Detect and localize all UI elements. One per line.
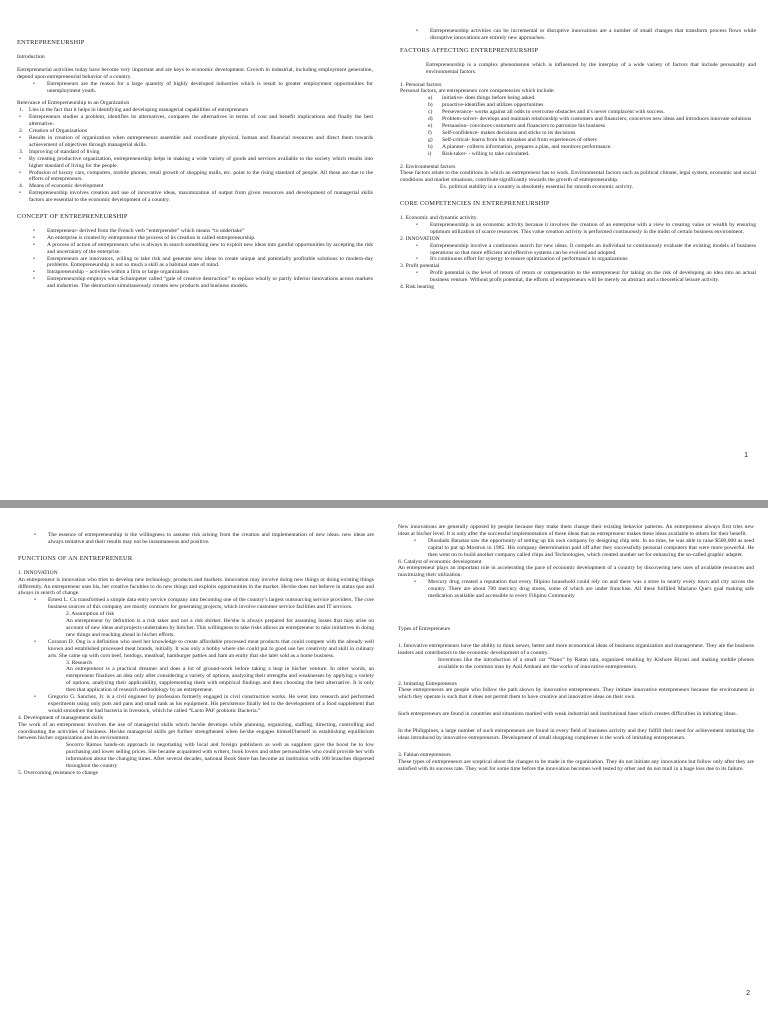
list-item-text: Entrepreneurship involves creation and use of innovative ideas, maximization of output from given resources and development of managerial skills factors are essential to the economic development of a country. xyxy=(29,190,373,204)
list-item-text: Results in creation of organization when entrepreneurs assemble and coordinate physical, human and financial resources and direct them towards achievement of objectives through managerial skills. xyxy=(29,134,373,148)
core-3-bullet: • Profit potential is the level of return of return or compensation to the entrepreneur for taking on the risk of developing an idea into an actual business venture. Without profit potential, the efforts of entrepreneurs will be merely an abstract and a theoretical leisure activity. xyxy=(400,270,756,284)
page-number: 1 xyxy=(744,452,748,459)
concept-bullet: • Entrepreneurship employs what Schumpeter called “gale of creative destruction” to replace wholly or partly inferior innovations across markets and industries. The destruction simultaneously creates new products and business models. xyxy=(17,276,373,290)
factors-intro: Entrepreneurship is a complex phenomenon which is influenced by the interplay of a wide variety of factors that include personality and environmental factors. xyxy=(426,61,756,75)
type-2-text-c: In the Philippines, a large number of such entrepreneurs are found in every field of business activity and they fulfill their need for achievement imitating the ideas introduced by innovative entrepreneurs. Development of small shopping complexes is the work of imitating entrepreneurs. xyxy=(398,728,754,742)
function-4-example: Socorro Ramos hands-on approach in negotiating with local and foreign publishers as well as suppliers gave the boost he to low purchasing and lower selling prices. She became acquainted with writers, book lovers and other personalities who could provide her with information about the changing times. After several decades, national Book Store has become an institution with 108 branches dispersed throughout the country xyxy=(66,742,374,770)
list-marker: • xyxy=(19,169,21,176)
types-heading: Types of Entrepreneurs xyxy=(398,625,451,632)
relevance-item xyxy=(17,128,373,135)
page-separator xyxy=(0,500,768,508)
intro-bullet: • Entrepreneurs are the reason for a large quantity of highly developed industries which is result to greater employment opportunities for unemployment youth. xyxy=(17,81,373,95)
type-3-heading: 3. Fabian entrepreneurs xyxy=(398,751,451,758)
personal-factor-item xyxy=(400,102,756,109)
risk-bullet: • The essence of entrepreneurship is the willingness to assume risk arising from the creation and implementation of new ideas. new ideas are always tentative and their results may not be instantaneous and positive. xyxy=(18,532,374,546)
list-item-text: Means of economic development xyxy=(29,183,104,190)
document-page-2 xyxy=(0,508,768,1008)
personal-factors-intro: Personal factors, are entrepreneurs core competencies which include: xyxy=(400,88,555,95)
resistance-text: New innovations are generally opposed by people because they make them change their existing behavior patterns. An entrepreneur always first tries new ideas at his/her level. It is only after the successful implementation of these ideas that an entrepreneur makes these ideas available to others for their benefit. xyxy=(398,524,754,537)
relevance-item xyxy=(17,170,373,184)
core-2-bullet: • It's continuous effort for synergy to ensure optimization of performance in organizations xyxy=(400,256,756,263)
relevance-heading: Relevance of Entrepreneurship to an Organization xyxy=(17,100,130,107)
page1-left-column xyxy=(17,40,373,494)
core-3-heading: 3. Profit potential xyxy=(400,263,440,270)
personal-factor-item xyxy=(400,151,756,158)
list-item-text: Self-critical- learns from his mistakes and from experiences of others xyxy=(442,136,597,143)
intro-heading: Introduction xyxy=(17,53,45,60)
personal-factor-item xyxy=(400,123,756,130)
list-item-text: Risk-taker- - willing to take calculated. xyxy=(442,150,530,157)
core-2-bullet-list xyxy=(400,243,756,264)
list-marker: 1. xyxy=(19,107,24,114)
function-5-heading: 5. Overcoming resistance to change xyxy=(18,770,98,776)
list-item-text: Creation of Organizations xyxy=(29,128,87,135)
personal-factors-list xyxy=(400,95,756,157)
intro-bullet-list xyxy=(17,81,373,95)
core-competencies-heading: CORE COMPETENCIES IN ENTREPRENEURSHIP xyxy=(400,200,550,208)
type-1-text: have the ability to think newer, better and more economical ideas of business organization and management. They are the business leaders and contributors to the economic development of a country. xyxy=(398,642,754,656)
list-marker: i) xyxy=(428,150,432,157)
type-1-heading: 1. Innovative entrepreneurs xyxy=(398,642,460,649)
risk-bullet-list xyxy=(18,532,374,546)
resistance-bullet-list xyxy=(398,538,754,559)
function-6-bullet: • Mercury drug created a reputation that every filipino household could rely on and there was a store in nearly every town and city across the country. There are about 700 mercury drug stores, some of which are under franchise. All these fulfilled Mariano Que's goal making safe medication available and accessible to every Filipino Community xyxy=(398,579,754,600)
concept-bullet: • An enterprise is created by entrepreneur the process of its creation is called entrepreneurship. xyxy=(17,235,373,242)
concept-heading: CONCEPT OF ENTREPRENEURSHIP xyxy=(17,213,128,221)
list-marker: d) xyxy=(428,116,433,123)
function-2-text: An entrepreneur by definition is a risk taker and not a risk shirker. He/she is always prepared for assuming losses that may arise on account of new ideas and projects undertaken by him/her. This willingness to take risks allows an entrepreneur to take initiatives in doing new things and reaching ahead in his/her efforts. xyxy=(66,618,374,638)
environmental-factors-heading: 2. Environmental factors xyxy=(400,163,456,170)
list-item-text: Entrepreneurs studies a problem, identifies its alternatives, compares the alternatives in terms of cost and benefit implications and finally the best alternative. xyxy=(29,114,373,128)
relevance-list xyxy=(17,107,373,204)
page2-right-column xyxy=(398,524,754,994)
function-2-bullet: • Corazon D. Ong is a definition who used her knowledge to create affordable processed meat products that could compete with the already well known and established processed meat brands, initially. It was only a hobby where she could put to good use her creativity and skill in culinary arts. She came up with corn beef, hotdogs, meatloaf, hamburger patties and ham an entity that she later sold as a home business. xyxy=(18,639,374,660)
personal-factor-item xyxy=(400,144,756,151)
personal-factor-item xyxy=(400,130,756,137)
core-2-heading: 2. INNOVATION xyxy=(400,235,440,242)
relevance-item xyxy=(17,156,373,170)
list-marker: g) xyxy=(428,136,433,143)
function-1-text: An entrepreneur is innovation who tries to develop new technology, products and markets. innovation may involve doing new things or doing existing things differently. An entrepreneur uses his, her creative faculties to do new things and exploits opportunities in the market. He/she does not believe in status quo and always in search of change. xyxy=(18,576,374,597)
factors-heading: FACTORS AFFECTING ENTREPRENEURSHIP xyxy=(400,46,539,54)
environmental-factors-text: These factors relate to the conditions in which an entrepreneur has to work. Environmental factors such as political climate, legal system, economic and social conditions and market situations, contribute significantly towards the growth of entrepreneurship. xyxy=(400,170,756,184)
function-4-heading: 4. Development of management skills xyxy=(18,714,103,721)
core-1-bullet-list xyxy=(400,222,756,236)
personal-factor-item xyxy=(400,137,756,144)
intro-paragraph: Entrepreneurial activities today have become very important and are keys to economic development. Growth in industrial, including employment generation, depend upon entrepreneurial behavior of a country. xyxy=(17,66,373,80)
function-3-bullet: • Gregorio G. Sanchez, Jr. is a civil engineer by profession formerly engaged in civil construction works. He went into research and performed experiments using only pots and pans and small tank as his equipment. His persistence finally led to the development of a food supplement that would smoothen the bad bacteria in livestock, which he called “Lacto PAF probiotic Bacteria.” xyxy=(18,694,374,715)
page2-left-column xyxy=(18,532,374,1002)
list-item-text: Self-confidence- makes decisions and sticks to its decisions xyxy=(442,129,576,136)
list-marker: 3. xyxy=(19,148,24,155)
relevance-item xyxy=(17,135,373,149)
list-marker: • xyxy=(19,134,21,141)
concept-bullet: • Entrepreneurs are innovators, willing to take risk and generate new ideas to create unique and potentially profitable solutions to modern-day problems. Entrepreneurship is not so much a skill as a habitual state of mind. xyxy=(17,256,373,270)
list-item-text: proactive-identifies and utilizes opportunities xyxy=(442,102,544,109)
list-item-text: initiative- does things before being asked. xyxy=(442,95,536,102)
personal-factor-item xyxy=(400,116,756,123)
core-2-bullet: • Entrepreneurship involve a continuous search for new ideas. It compels an individual to continuously evaluate the existing models of business operations so that more efficient and effective systems can be evolved and adopted. xyxy=(400,243,756,257)
type-1-paragraph xyxy=(398,643,754,657)
concept-bullet-list xyxy=(17,228,373,290)
document-page-1 xyxy=(0,0,768,500)
list-marker: 4. xyxy=(19,183,24,190)
function-2-heading: 2. Assumption of risk xyxy=(66,611,115,618)
function-3-bullet-list xyxy=(18,694,374,715)
function-6-bullet-list xyxy=(398,579,754,600)
type-1-example: Inventions like the introduction of a small car “Nano” by Ratan tata, organized retailing by Kishore Biyani and making mobile phones available to the common man by Anil Ambani are the works of innovative entrepreneurs. xyxy=(438,656,754,670)
list-item-text: Perseverance- works against all odds to overcome obstacles and it's never complacent with success. xyxy=(442,109,665,116)
list-item-text: By creating productive organization, entrepreneurship helps in making a wide variety of goods and services available to the society which results into higher standard of living for the people. xyxy=(29,155,373,169)
core-4-heading: 4. Risk bearing xyxy=(400,284,435,291)
list-marker: • xyxy=(19,155,21,162)
list-item-text: Profusion of luxury cars, computers, mobile phones, retail growth of shopping malls, etc. point to the rising standard of people. All these are due to the efforts of entrepreneurs. xyxy=(29,169,373,183)
concept-bullet: • A process of action of entrepreneurs who is always in search something new to exploit new ideas into gainful opportunities by accepting the risk and uncertainty of the enterprise. xyxy=(17,242,373,256)
type-2-heading: 2. Imitating Entrepreneurs xyxy=(398,680,457,687)
function-2-bullet-list xyxy=(18,639,374,660)
list-item-text: Problem-solver- develops and maintain relationship with customers and financiers; conceives new ideas and introduces innovate solutions xyxy=(442,116,752,123)
list-item-text: A planner- collects information, prepares a plan, and monitors performance. xyxy=(442,143,612,150)
core-1-heading: 1. Economic and dynamic activity. xyxy=(400,215,478,222)
list-marker: 2. xyxy=(19,128,24,135)
list-marker: f) xyxy=(428,129,432,136)
document-title: ENTREPRENEURSHIP xyxy=(17,40,85,46)
list-marker: • xyxy=(19,114,21,121)
environmental-factors-example: Ex. political stability in a country is absolutely essential for smooth economic activity. xyxy=(440,184,634,191)
list-item-text: Improving of standard of living xyxy=(29,148,100,155)
type-2-text: These entrepreneurs are people who follow the path shown by innovative entrepreneurs. They imitate innovative entrepreneurs because the environment in which they operate is such that it does not permit them to have creative and innovative ideas on their own. xyxy=(398,687,754,701)
page-number: 2 xyxy=(746,990,750,997)
function-1-bullet-list xyxy=(18,597,374,611)
innovation-types-bullet: • Entrepreneurship activities can be incremental or disruptive innovations are a number of small changes that transform process flows while disruptive innovations are entirely new approaches. xyxy=(400,28,756,42)
list-marker: e) xyxy=(428,122,433,129)
concept-bullet: • Entrepreneur- derived from the French verb “enterprendre” which means “to undertake” xyxy=(17,228,373,235)
list-item-text: Lies in the fact that it helps in identifying and developing managerial capabilities of entrepreneurs xyxy=(29,107,249,114)
function-6-text: An entrepreneur plays an important role in accelerating the pace of economic development of a country by discovering new uses of available resources and maximizing their utilization. xyxy=(398,565,754,579)
type-2-text-b: Such entrepreneurs are found in countries and situations marked with weak industrial and institutional base which creates difficulties in initiating ideas. xyxy=(398,711,738,718)
list-marker: c) xyxy=(428,109,433,116)
core-3-bullet-list xyxy=(400,270,756,284)
function-1-heading: 1. INNOVATION xyxy=(18,569,58,576)
list-marker: • xyxy=(19,190,21,197)
type-3-text: These types of entrepreneurs are sceptical about the changes to be made in the organization. They do not initiate any innovations but follow only after they are satisfied with its success rate. They wait for some time before the innovation becomes well tested by other and do not mull in a huge loss due to its failure. xyxy=(398,758,754,772)
resistance-bullet: • Diosdado Banatao saw the opportunity of setting up his own company by designing chip sets. In no time, he was able to raise $500,000 as seed capital to put up Mostron in 1985. His company determination paid off after they successfully personal computers that were more powerful. He then went on to build another company called chips and Technologies, which created another set for enhancing the so-called graphic adapter. xyxy=(398,538,754,559)
function-4-text: The work of an entrepreneur involves the use of managerial skills which he/she develops while planning, organizing, staffing, directing, controlling and coordinating the activities of business. He/she managerial skills get further strengthened when he/she engages himself/herself in establishing equilibrium between his/her organization and its environment. xyxy=(18,721,374,742)
function-3-text: An entrepreneur is a practical dreamer and does a lot of ground-work before taking a leap in his/her venture. In other words, an entrepreneur finalizes an idea only after considering a variety of options, analyzing their strengths and weaknesses by applying a variety of options, analyzing their applicability, supplementing them with empirical findings and then choosing the best alternative. It is only then that application of research methodology by an entrepreneur. xyxy=(66,666,374,694)
function-3-heading: 3. Research xyxy=(66,659,93,666)
list-marker: b) xyxy=(428,102,433,109)
list-marker: a) xyxy=(428,95,433,102)
personal-factors-heading: 1. Personal factors xyxy=(400,81,442,88)
list-marker: h) xyxy=(428,143,433,150)
page1-right-column xyxy=(400,28,756,448)
function-6-heading: 6. Catalyst of economic development xyxy=(398,558,482,565)
relevance-item xyxy=(17,190,373,204)
innovation-types-bullet-list xyxy=(400,28,756,42)
functions-heading: FUNCTIONS OF AN ENTREPRENEUR xyxy=(18,554,133,562)
function-1-bullet: • Ernest L. Cu transformed a simple data entry service company into becoming one of the country's largest outsourcing service providers. The core business sources of this company are mostly contracts for generating projects, which involve customer service facilities and IT services. xyxy=(18,597,374,611)
relevance-item xyxy=(17,114,373,128)
relevance-item xyxy=(17,149,373,156)
concept-bullet: • Intrapreneurship – activities within a firm or large organization. xyxy=(17,269,373,276)
core-1-bullet: • Entrepreneurship is an economic activity because it involves the creation of an enterprise with a view to creating value or wealth by ensuring optimum utilization of scarce resources. This value creation activity is performed continuously in the midst of certain business environment. xyxy=(400,222,756,236)
list-item-text: Persuasion- convinces customers and financiers to patronize his business xyxy=(442,122,606,129)
